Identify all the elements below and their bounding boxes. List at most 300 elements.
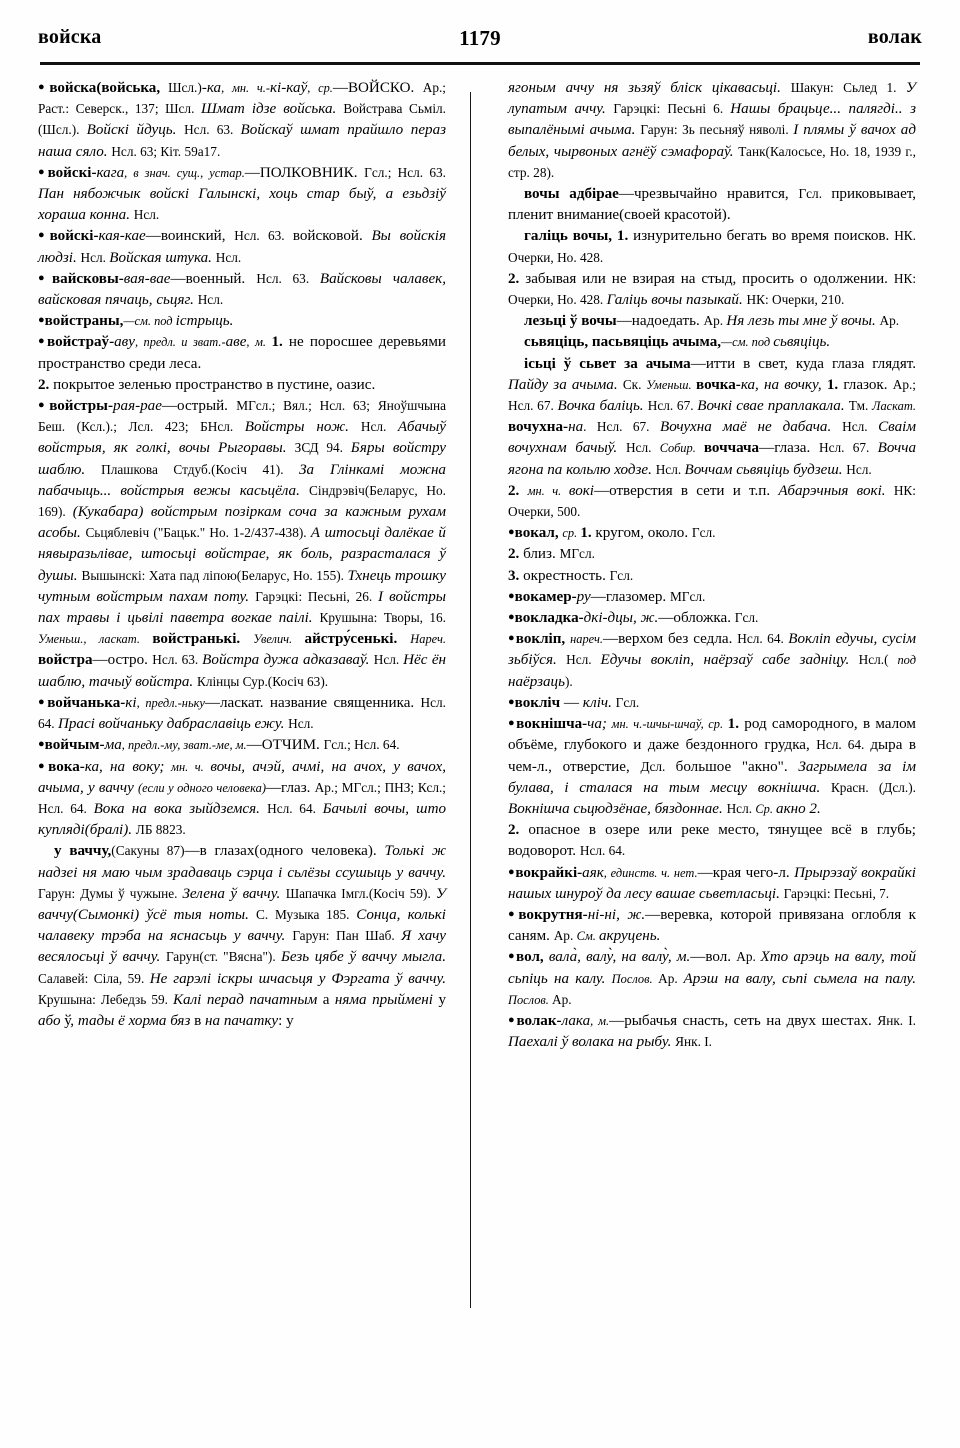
entry-src: Нсл. 63. (184, 122, 241, 138)
entry-hw: вокал, (514, 525, 563, 542)
entry-src: Дсл. (640, 758, 676, 774)
entry-num: 1. (616, 228, 634, 245)
entry-gloss: изнурительно бегать во время поисков. (633, 228, 895, 245)
entry-src: Гсл. (798, 186, 832, 202)
entry-src: Нсл. (215, 249, 242, 265)
entry-gram: —см. под (123, 314, 176, 329)
entry-src: Ар. (736, 949, 761, 965)
entry-src: Ск. (622, 376, 647, 392)
entry-ex: Вочка баліць. (557, 398, 648, 415)
dictionary-entry (38, 375, 446, 396)
entry-hw: вокрайкі- (515, 864, 583, 881)
entry-gloss: —отверстия в сети и т.п. (594, 482, 779, 499)
entry-hw: вокнішча- (516, 716, 588, 733)
entry-sub: сьвяціць, пасьвяціць ачыма, (524, 334, 722, 351)
entry-sub: у ваччу, (54, 843, 112, 860)
entry-src: Нсл. 63. (152, 652, 203, 668)
entry-src: Нсл. 63. (234, 228, 293, 244)
entry-ex: вокі (568, 482, 594, 499)
entry-hw: вокамер- (514, 588, 577, 605)
dictionary-entry (508, 332, 916, 353)
entry-src: Гарэцкі: Песьні 6. (613, 101, 731, 117)
entry-src: Нсл. (288, 716, 314, 732)
entry-src: Крушына: Творы, 16. (319, 610, 446, 626)
header-rule (40, 62, 920, 65)
entry-src: Нсл. (133, 207, 160, 223)
entry-ex: Шмат ідзе войська. (200, 101, 344, 118)
entry-ex: Зелена ў ваччу. (182, 885, 286, 902)
entry-ex: Нашы брацьце... палягді.. з выпалёнымі ачыма. (508, 101, 916, 139)
entry-src: Ар. (553, 928, 577, 944)
entry-hw: вол, (516, 949, 549, 966)
entry-gloss: —итти в свет, куда глаза глядят. (690, 355, 916, 372)
entry-gloss: —веревка, которой привязана оглобля к саням. (508, 906, 916, 945)
entry-gloss: —острый. (161, 398, 237, 415)
entry-infl: вала̀, валу̀, на валу̀, м. (548, 949, 691, 966)
entry-gram: , м. (246, 335, 272, 350)
dictionary-entry (38, 735, 446, 756)
entry-gloss: —рыбачья снасть, сеть на двух шестах. (609, 1012, 878, 1029)
entry-gloss: —глаз. (265, 779, 315, 796)
entry-ex: Загрымела за ім булава, і сталася на тым месцу вокнішча. (508, 758, 916, 796)
entry-hw: вочка- (696, 376, 741, 393)
entry-src: Ар. (879, 313, 900, 329)
entry-src: Гсл.; Нсл. 63. (364, 164, 446, 180)
entry-ex: Прасі войчаньку дабраславіць ежу. (57, 716, 289, 733)
entry-src: Ар. (658, 970, 684, 986)
entry-src: Шсл.) (160, 80, 202, 95)
entry-gloss: —верхом без седла. (603, 631, 738, 648)
entry-src: Нсл. 64. (579, 843, 626, 859)
entry-src: Гсл. (691, 525, 716, 541)
entry-infl: вая-вае (123, 270, 171, 287)
entry-infl: лака (561, 1012, 591, 1029)
entry-ex: Бяры войстру шаблю. (38, 440, 446, 478)
entry-ex: Вокнішча сьцюдзёнае, бяздоннае. (508, 800, 727, 817)
entry-bullet: ● (508, 695, 515, 708)
entry-bullet: ● (38, 759, 49, 772)
entry-src: Гарун: Зь песьняў няволі. (640, 122, 794, 138)
entry-infl: на (568, 419, 584, 436)
entry-gram: Послов. (508, 992, 552, 1007)
entry-ex: Калі перад пачатным (173, 991, 323, 1008)
entry-gloss: в (194, 1012, 206, 1029)
entry-src: НК. Очерки, Но. 428. (508, 228, 916, 265)
entry-src: . Нсл. 67. (583, 419, 660, 435)
entry-num: 1. (727, 716, 745, 733)
entry-src: Нсл. (80, 249, 110, 265)
dictionary-entry (508, 226, 916, 268)
entry-ex: І плямы ў вачох ад белых, чырвоных агнёў сэмафораў. (508, 122, 916, 160)
entry-gloss: забывая или не взирая на стыд, просить о одолжении. (525, 270, 894, 287)
entry-gram: , предл.-ньку (136, 695, 205, 710)
dictionary-entry (508, 1011, 916, 1053)
entry-gloss: приковывает, пленит внимание(своей красотой). (508, 186, 917, 224)
entry-infl: ру (576, 588, 591, 605)
entry-hw: войскі- (47, 164, 97, 181)
page-number: 1179 (459, 26, 501, 50)
entry-gloss: —глаза. (759, 440, 820, 457)
entry-gram: , мн. ч.- (221, 81, 270, 95)
entry-gram: , в знач. сущ., устар. (124, 165, 245, 180)
entry-gloss: ў, (64, 1012, 78, 1029)
entry-hw: войстраў- (47, 334, 115, 351)
entry-sub: вочы адбірае (524, 186, 619, 203)
entry-bullet: ● (38, 399, 50, 412)
running-head-right-word: волак (867, 26, 922, 48)
entry-bullet: ● (508, 717, 517, 730)
entry-src: Клінцы Сур.(Косіч 63). (196, 673, 329, 689)
entry-src: Ар.; МГсл.; ПНЗ; Ксл.; Нсл. 64. (38, 779, 447, 816)
entry-gloss: покрытое зеленью пространство в пустине, оазис. (53, 376, 376, 393)
entry-ex: Не гарэлі іскры шчасьця у Фэргата ў ваччу. (149, 970, 447, 987)
entry-hw: войчым- (44, 737, 105, 754)
entry-src: Шапачка Імгл.(Косіч 59). (285, 885, 436, 901)
entry-ex: Сваім вочухнам бачыў. (508, 419, 916, 457)
entry-ex: Войстра дужа адказаваў. (202, 652, 374, 669)
entry-gloss: —военный. (170, 270, 257, 287)
entry-ex: Абарэчныя вокі. (778, 482, 894, 499)
entry-src: Гарун(ст. "Вясна"). (165, 949, 281, 965)
entry-ex: Я хачу весялосьці ў ваччу. (38, 928, 446, 966)
entry-num: 2. (508, 482, 528, 499)
entry-bullet: ● (38, 314, 45, 327)
dictionary-entry (38, 757, 446, 842)
entry-gloss: дыра в чем-л., отверстие, (508, 737, 917, 775)
entry-ex: сьвяціць. (773, 334, 831, 351)
entry-bullet: ● (508, 907, 519, 920)
entry-bullet: ● (38, 738, 45, 751)
entry-src: Нсл.( (858, 652, 898, 668)
entry-src: Нсл. (842, 419, 879, 435)
entry-gram: , ср. (307, 81, 333, 95)
entry-num: 2. (508, 270, 526, 287)
entry-gram: , м. (590, 1013, 610, 1028)
entry-src: Сіндрэвіч(Беларус, Но. 169). (38, 482, 446, 520)
entry-gloss: —ВОЙСКО. (332, 80, 423, 96)
entry-src: Нсл. (625, 440, 660, 456)
entry-src: Салавей: Сіла, 59. (38, 970, 150, 986)
entry-src: Гсл. (609, 567, 634, 583)
entry-ex: Вока на вока зыйдземся. (93, 800, 268, 817)
entry-src: НК: Очерки, 210. (746, 292, 845, 308)
entry-ex: Безь цябе ў ваччу мыгла. (280, 949, 447, 966)
entry-infl: ка, на вочку, (740, 376, 827, 393)
entry-gloss: —края чего-л. (697, 864, 795, 881)
entry-src: Ар.; Раст.: Северск., 137; Шсл. (38, 80, 446, 117)
entry-ex: Толькі ж надзеі ня маю чым зрадаваць сэрца і сьлёзы ссушыць у ваччу. (38, 843, 447, 881)
dictionary-entry (508, 714, 916, 820)
entry-ex: Прырэзаў вокрайкі нашых шнуроў да лесу вашае сьветласьці. (508, 864, 916, 902)
entry-gloss: опасное в озере или реке место, тянущее всё в глубь; водоворот. (508, 822, 916, 860)
entry-src: ЛБ 8823. (135, 822, 186, 838)
entry-hw: войскі- (49, 228, 99, 245)
column-left (38, 78, 446, 1032)
entry-src: Гарэцкі: Песьні, 26. (255, 588, 378, 604)
entry-ex: на пачатку (205, 1012, 279, 1029)
entry-gloss: кругом, около. (595, 525, 692, 542)
dictionary-entry (508, 544, 916, 565)
entry-gloss: не поросшее деревьями пространство среди леса. (38, 334, 446, 372)
entry-bullet: ● (38, 229, 50, 242)
entry-ex: Арэш на валу, сьпі сьмела на палу. (683, 970, 916, 987)
entry-gloss: —обложка. (658, 610, 735, 627)
entry-ex: Бачылі вочы, што купляді(бралі). (38, 800, 447, 839)
entry-src: Шакун: Сьлед 1. (790, 80, 906, 95)
entry-gloss: — (563, 694, 583, 711)
entry-infl: кі-каў (270, 80, 308, 96)
entry-ex: Сонца, колькі чалавеку трэба на яснасьць у ваччу. (38, 906, 446, 945)
entry-ex: Вокліп едучы, сусім зьбіўся. (508, 631, 916, 669)
entry-hw: вокрутня- (518, 906, 588, 923)
entry-ex: У ваччу(Сымонкі) ўсё тыя ноты. (38, 885, 446, 923)
dictionary-entry (508, 608, 916, 629)
entry-ex: Паехалі ў волака на рыбу. (508, 1034, 676, 1051)
entry-gram: Нареч. (410, 632, 446, 647)
entry-src: Ар.; Нсл. 67. (508, 376, 916, 414)
entry-sub: ісьці ў сьвет за ачыма (524, 355, 691, 372)
column-divider (470, 92, 471, 1308)
entry-infl: дкі-дцы, ж. (583, 610, 659, 627)
entry-ex: А штосьці далёкае й нявыразьлівае, штосьці войстрае, як боль, разрасталася ў душы. (38, 525, 446, 584)
entry-src: Плашкова Стдуб.(Косіч 41). (101, 461, 300, 477)
entry-num: 2. (508, 822, 529, 839)
entry-gloss: —глазомер. (590, 588, 670, 605)
entry-ex: ягоным аччу ня зьзяў бліск цікавасьці. (508, 80, 791, 96)
entry-src: МГсл. (669, 588, 706, 604)
dictionary-entry (38, 693, 446, 735)
entry-src: Нсл. 63. (256, 270, 320, 286)
entry-hw: вокліч (514, 694, 564, 711)
entry-src: НК: Очерки, 500. (508, 482, 916, 520)
entry-src: Нсл. 63; Кіт. 59а17. (111, 143, 221, 159)
entry-ex: Вочкі свае праплакала. (697, 398, 849, 415)
entry-ex: Пан нябожчык войскі Галынскі, хоць стар быў, а езьдзіў хораша конна. (38, 186, 446, 224)
entry-src: Нсл. 64. (38, 694, 446, 732)
entry-hw: войска(войська, (49, 80, 161, 96)
entry-hw: вока- (48, 758, 85, 775)
entry-src: Гарун: Думы ў чужыне. (38, 885, 183, 901)
entry-ex: Нёс ён шаблю, тачыў войстра. (38, 652, 447, 690)
dictionary-entry (508, 269, 916, 311)
entry-ex: акруцень. (598, 928, 661, 945)
entry-gloss: большое "акно". (675, 758, 799, 775)
entry-gram: Уменьш., ласкат. (38, 632, 153, 647)
entry-src: Нсл. (197, 292, 224, 308)
entry-ex: істрыць. (175, 313, 234, 330)
entry-src: Тм. (848, 398, 873, 414)
entry-ex: тады ё хорма бяз (77, 1012, 195, 1029)
entry-src: Нсл. 64. (737, 631, 789, 647)
entry-bullet: ● (508, 950, 517, 963)
entry-bullet: ● (38, 81, 50, 93)
entry-hw: войстраны, (44, 313, 124, 330)
entry-bullet: ● (508, 865, 516, 878)
entry-hw: вочухна- (508, 419, 569, 436)
entry-gloss: войсковой. (292, 228, 372, 245)
entry-gloss: —надоедать. (616, 313, 704, 330)
dictionary-entry (508, 523, 916, 544)
entry-gram: —см. под (721, 335, 774, 350)
dictionary-entry (38, 269, 446, 311)
entry-ex: Войстры нож. (244, 419, 361, 436)
entry-ex: Воччам сьвяціць будзеш. (684, 461, 847, 478)
dictionary-entry (38, 841, 446, 1032)
entry-src: Нсл. (360, 419, 398, 435)
entry-ex: У лупатым аччу. (508, 80, 916, 118)
entry-infl: кая-кае (98, 228, 146, 245)
entry-hw: вайсковы- (52, 270, 124, 287)
entry-gram: , единств. ч. нет. (603, 865, 698, 880)
entry-src: Гсл. (615, 694, 640, 710)
entry-gram: Уменьш. (646, 377, 697, 392)
entry-bullet: ● (38, 271, 53, 284)
entry-ex: Вочча ягона па кольлю ходзе. (508, 440, 916, 478)
entry-src: Нсл. (846, 461, 872, 477)
entry-src: НК: Очерки, Но. 428. (508, 270, 917, 308)
entry-gloss: близ. (523, 546, 560, 563)
entry-infl: аву (114, 334, 135, 351)
entry-hw: вокліп, (515, 631, 571, 648)
entry-src: Нсл. 64. (816, 737, 871, 753)
dictionary-entry (38, 332, 446, 374)
entry-src: Нсл. (655, 461, 685, 477)
entry-src: Крушына: Лебедзь 59. (38, 991, 174, 1007)
entry-src: Нсл. 67. (647, 398, 698, 414)
entry-src: Янк. I. (675, 1034, 712, 1050)
entry-gram: (если у одного человека) (138, 780, 266, 795)
entry-ex: Войскаў шмат прайшло пераз наша сяло. (38, 122, 447, 160)
entry-ex: (Кукабара) войстрым позіркам соча за кажным рухам асобы. (38, 504, 446, 542)
entry-src: Нсл. (566, 652, 601, 668)
entry-infl: -ка (201, 80, 222, 96)
dictionary-entry (508, 905, 916, 947)
entry-hw: войстры- (49, 398, 113, 415)
dictionary-entry (508, 863, 916, 905)
entry-hw: волак- (516, 1012, 562, 1029)
dictionary-entry (508, 311, 916, 332)
entry-bullet: ● (508, 526, 515, 539)
entry-gloss: —ПОЛКОВНИК. (244, 164, 365, 181)
entry-src: Гарэцкі: Песьні, 7. (783, 885, 890, 901)
entry-gloss: —остро. (92, 652, 153, 669)
entry-src: Красн. (Дсл.). (830, 779, 916, 795)
entry-gloss: а (322, 991, 335, 1008)
entry-infl: аве (225, 334, 247, 351)
entry-bullet: ● (508, 589, 515, 602)
entry-hw: айстру́сенькі. (304, 631, 411, 648)
entry-sub: лезьці ў вочы (524, 313, 617, 330)
entry-num: 2. (508, 546, 524, 563)
entry-src: (Сакуны 87) (111, 843, 185, 859)
entry-infl: кі (125, 694, 137, 711)
entry-hw: войстра (38, 652, 93, 669)
entry-num: 1. (580, 525, 596, 542)
entry-gram: Увелич. (253, 632, 305, 647)
column-right (508, 78, 916, 1053)
entry-src: МГсл.; Вял.; Нсл. 63; Яноўшчына Беш. (Ксл.).; Лсл. 423; БНсл. (38, 398, 446, 435)
entry-gloss: —воинский, (145, 228, 235, 245)
entry-ex: Хто арэць на валу, той сьпіць на калу. (508, 949, 916, 987)
entry-gram: , предл.-му, зват.-ме, м. (121, 738, 247, 753)
entry-bullet: ● (508, 1013, 517, 1026)
entry-gloss: —чрезвычайно нравится, (618, 186, 799, 203)
entry-src: Гарун: Пан Шаб. (292, 928, 402, 944)
dictionary-entry (508, 184, 916, 226)
entry-gloss: —ласкат. название священника. (204, 694, 421, 711)
dictionary-entry (38, 311, 446, 332)
dictionary-entry (38, 78, 446, 163)
entry-src: Ар. (551, 991, 572, 1007)
entry-src: Войстрава Сьміл. (Шсл.). (38, 101, 446, 138)
entry-gloss: род самородного, в малом объёме, глубокого и даже бездонного грудка, (508, 716, 916, 754)
entry-gloss: —в глазах(одного человека). (184, 843, 385, 860)
entry-ex: За Глінкамі можна пабачыць... войстрыя вежы касьцёла. (38, 461, 446, 499)
dictionary-entry (508, 354, 916, 481)
entry-ex: або (38, 1012, 65, 1029)
entry-gram: мн. ч. (164, 759, 211, 774)
entry-infl: ні-ні, ж. (587, 906, 646, 923)
entry-src: Вышынскі: Хата пад ліпою(Беларус, Но. 155). (81, 567, 348, 583)
entry-src: Гсл.; Нсл. 64. (323, 737, 400, 753)
entry-gram: мн. ч. (527, 483, 569, 498)
entry-gram: См. (576, 929, 599, 944)
entry-ex: Пайду за ачыма. (508, 376, 623, 393)
entry-gram: Ср. (755, 801, 777, 816)
entry-hw: воччача (703, 440, 760, 457)
entry-ex: Галіць вочы пазыкай. (606, 292, 747, 309)
entry-src: Сьцяблевіч ("Бацьк." Но. 1-2/437-438). (85, 525, 311, 541)
entry-num: 1. (826, 376, 844, 393)
entry-bullet: ● (38, 695, 48, 708)
entry-gram: нареч. (570, 632, 603, 647)
entry-ex: Абачыў войстрыя, як голкі, вочы Рыгоравы. (38, 419, 446, 457)
entry-ex: Вочухна маё не дабача. (659, 419, 843, 436)
entry-bullet: ● (508, 611, 515, 624)
entry-src: С. Музыка 185. (256, 906, 357, 922)
entry-hw: вокладка- (514, 610, 584, 627)
entry-gloss: : у (278, 1012, 294, 1029)
text-body (38, 78, 926, 1408)
dictionary-entry (508, 693, 916, 714)
entry-src: Нсл. 64. (267, 800, 323, 816)
entry-src: Нсл. 67. (819, 440, 878, 456)
entry-hw: войстранькі. (152, 631, 254, 648)
entry-ex: наёрзаць (508, 673, 565, 690)
dictionary-entry (38, 226, 446, 268)
entry-ex: Войская штука. (109, 249, 216, 266)
entry-ex: няма прыймені (334, 991, 439, 1008)
entry-src: Нсл. (726, 800, 756, 816)
entry-ex: Ня лезь ты мне ў вочы. (726, 313, 880, 330)
entry-gram: мн. ч.-шчы-шчаў, ср. (606, 717, 728, 732)
dictionary-entry (508, 629, 916, 693)
entry-gram: Ласкат. (872, 399, 917, 414)
entry-gloss: глазок. (843, 376, 893, 393)
dictionary-entry (508, 481, 916, 523)
entry-bullet: ● (38, 335, 48, 348)
entry-src: Нсл. (373, 652, 404, 668)
entry-ex: кліч. (582, 694, 616, 711)
entry-infl: аяк (582, 864, 604, 881)
entry-ex: Вайсковы чалавек, вайсковая пячаць, сьцяг. (38, 270, 446, 309)
dictionary-entry (508, 587, 916, 608)
entry-src: ЗСД 94. (294, 440, 351, 456)
entry-ex: акно 2. (776, 800, 821, 817)
entry-src: Гсл. (734, 610, 759, 626)
entry-src: Ар. (703, 313, 727, 329)
entry-infl: кага (96, 164, 125, 181)
